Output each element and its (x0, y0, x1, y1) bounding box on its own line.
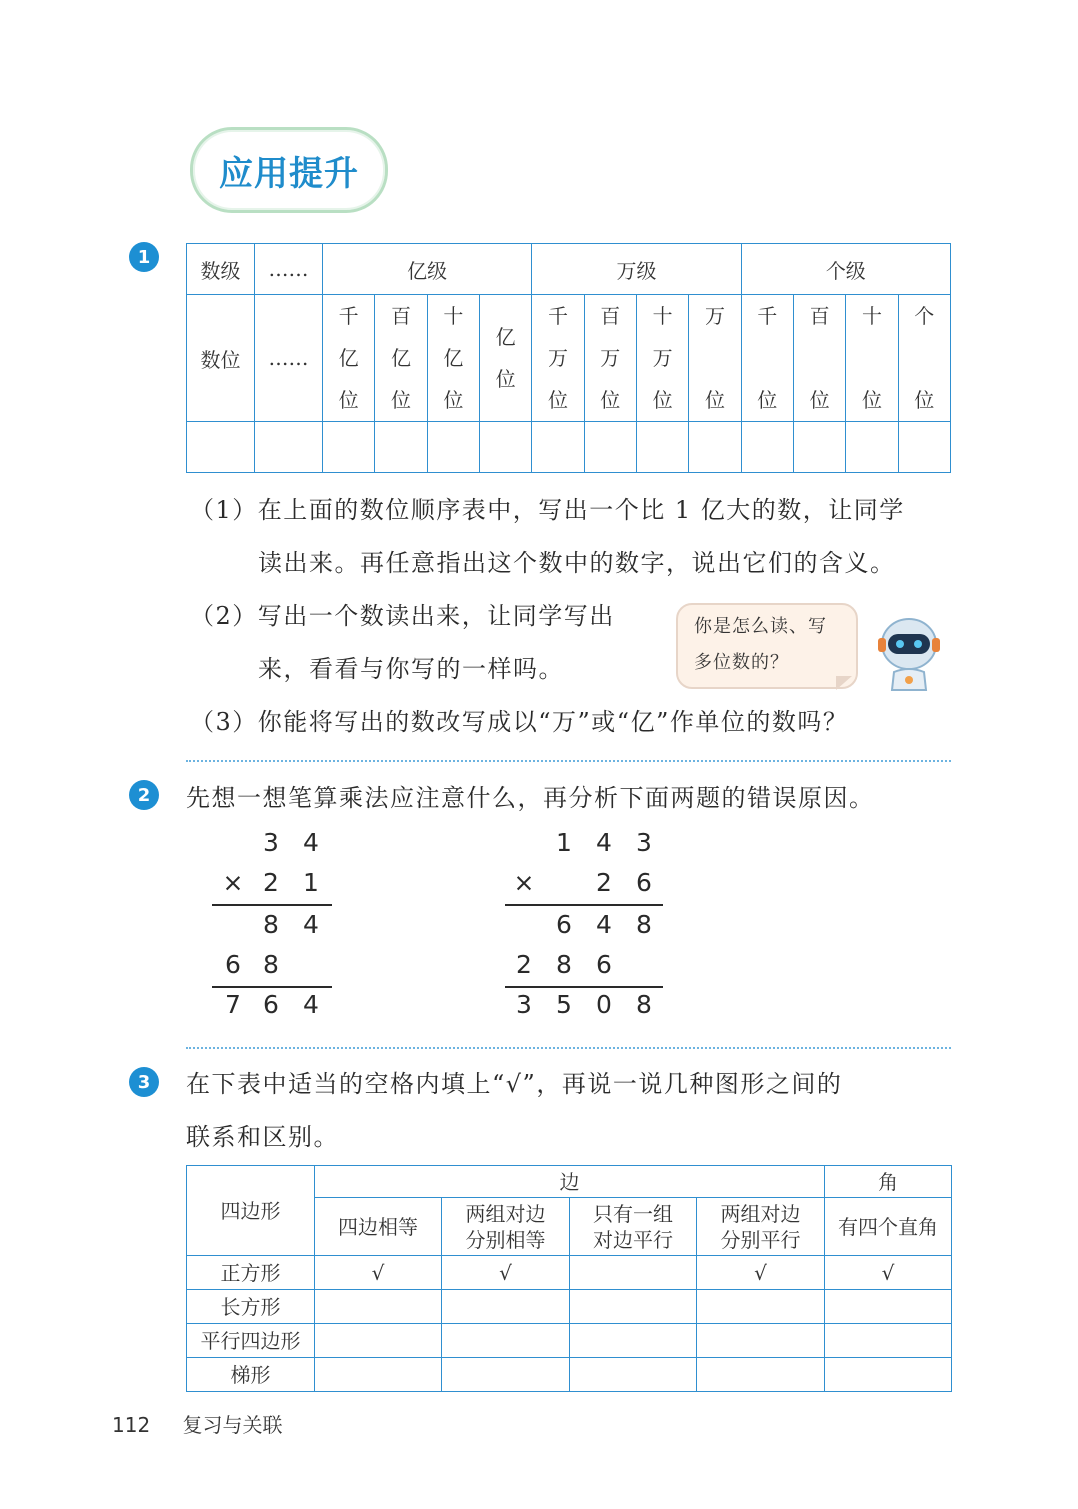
row-header: 长方形 (187, 1290, 315, 1324)
digit: 8 (636, 990, 652, 1019)
digit: 4 (303, 828, 319, 857)
robot-mascot-icon (876, 614, 942, 694)
place-value-table (186, 243, 951, 473)
place-cell: 百 万 位 (584, 295, 636, 422)
rule-line (505, 904, 663, 906)
digit: 4 (596, 910, 612, 939)
question-number-2: 2 (129, 780, 159, 810)
digit: 3 (516, 990, 532, 1019)
group-header-sides: 边 (315, 1166, 825, 1198)
check-cell[interactable] (570, 1324, 697, 1358)
check-cell[interactable]: √ (315, 1256, 442, 1290)
calculation-1 (212, 828, 332, 1028)
digit: 8 (556, 950, 572, 979)
check-cell[interactable] (442, 1324, 570, 1358)
digit: 5 (556, 990, 572, 1019)
q3-text-line1: 在下表中适当的空格内填上“√”，再说一说几种图形之间的 (186, 1070, 843, 1098)
page-number: 112 (112, 1413, 151, 1437)
q1-subquestion-2-line2: 来，看看与你写的一样吗。 (258, 655, 564, 683)
group-header-angles: 角 (825, 1166, 952, 1198)
digit: 6 (263, 990, 279, 1019)
blank-cell[interactable] (479, 422, 531, 473)
multiply-sign: × (222, 868, 244, 897)
bubble-line-2: 多位数的？ (694, 652, 789, 673)
blank-cell[interactable] (793, 422, 845, 473)
rule-line (212, 986, 332, 988)
place-cell: 千 位 (741, 295, 793, 422)
rule-line (212, 904, 332, 906)
place-cell: 亿 位 (479, 295, 531, 422)
digit: 6 (636, 868, 652, 897)
row-header: 梯形 (187, 1358, 315, 1392)
multiply-sign: × (513, 868, 535, 897)
ellipsis-cell: …… (255, 295, 323, 422)
row-header: 正方形 (187, 1256, 315, 1290)
digit: 1 (556, 828, 572, 857)
check-cell[interactable]: √ (697, 1256, 825, 1290)
shape-properties-table (186, 1165, 952, 1392)
q1-subquestion-1-line1: （1）在上面的数位顺序表中，写出一个比 1 亿大的数，让同学 (190, 496, 905, 524)
blank-cell[interactable] (689, 422, 741, 473)
check-cell[interactable] (442, 1358, 570, 1392)
group-wan: 万级 (532, 244, 741, 295)
divider (186, 1047, 951, 1049)
section-name: 复习与关联 (182, 1413, 283, 1437)
place-cell: 百 亿 位 (375, 295, 427, 422)
digit: 6 (225, 950, 241, 979)
digit: 2 (596, 868, 612, 897)
row-label-level: 数级 (187, 244, 255, 295)
row-label-place: 数位 (187, 295, 255, 422)
column-header: 两组对边 分别相等 (442, 1198, 570, 1256)
place-cell: 十 位 (846, 295, 898, 422)
column-header: 四边相等 (315, 1198, 442, 1256)
group-ge: 个级 (741, 244, 950, 295)
place-cell: 十 亿 位 (427, 295, 479, 422)
digit: 7 (225, 990, 241, 1019)
blank-cell[interactable] (636, 422, 688, 473)
q1-subquestion-1-line2: 读出来。再任意指出这个数中的数字，说出它们的含义。 (258, 549, 896, 577)
place-cell: 万 位 (689, 295, 741, 422)
digit: 8 (636, 910, 652, 939)
ellipsis-cell: …… (255, 244, 323, 295)
divider (186, 760, 951, 762)
digit: 4 (596, 828, 612, 857)
column-header: 两组对边 分别平行 (697, 1198, 825, 1256)
check-cell[interactable]: √ (442, 1256, 570, 1290)
digit: 1 (303, 868, 319, 897)
column-header: 有四个直角 (825, 1198, 952, 1256)
blank-cell[interactable] (255, 422, 323, 473)
blank-cell[interactable] (427, 422, 479, 473)
place-cell: 个 位 (898, 295, 950, 422)
group-yi: 亿级 (323, 244, 532, 295)
page-footer (112, 1409, 283, 1438)
digit: 2 (516, 950, 532, 979)
check-cell[interactable] (315, 1324, 442, 1358)
check-cell[interactable] (570, 1358, 697, 1392)
rule-line (505, 986, 663, 988)
check-cell[interactable] (697, 1290, 825, 1324)
q1-subquestion-3: （3）你能将写出的数改写成以“万”或“亿”作单位的数吗？ (190, 708, 849, 736)
q2-text: 先想一想笔算乘法应注意什么，再分析下面两题的错误原因。 (186, 784, 875, 812)
check-cell[interactable] (825, 1290, 952, 1324)
check-cell[interactable]: √ (825, 1256, 952, 1290)
place-cell: 千 亿 位 (323, 295, 375, 422)
corner-header: 四边形 (187, 1166, 315, 1256)
check-cell[interactable] (697, 1358, 825, 1392)
section-heading: 应用提升 (190, 127, 388, 213)
bubble-tail (836, 676, 852, 690)
speech-bubble (676, 603, 858, 689)
question-number-3: 3 (129, 1067, 159, 1097)
place-cell: 千 万 位 (532, 295, 584, 422)
blank-cell[interactable] (532, 422, 584, 473)
check-cell[interactable] (570, 1256, 697, 1290)
digit: 6 (596, 950, 612, 979)
check-cell[interactable] (570, 1290, 697, 1324)
digit: 4 (303, 990, 319, 1019)
q3-text-line2: 联系和区别。 (186, 1123, 339, 1151)
check-cell[interactable] (315, 1290, 442, 1324)
blank-cell[interactable] (846, 422, 898, 473)
blank-cell[interactable] (898, 422, 950, 473)
digit: 4 (303, 910, 319, 939)
blank-cell[interactable] (323, 422, 375, 473)
digit: 8 (263, 910, 279, 939)
blank-cell[interactable] (584, 422, 636, 473)
place-cell: 百 位 (793, 295, 845, 422)
row-header: 平行四边形 (187, 1324, 315, 1358)
check-cell[interactable] (825, 1358, 952, 1392)
q1-subquestion-2-line1: （2）写出一个数读出来，让同学写出 (190, 602, 615, 630)
bubble-line-1: 你是怎么读、写 (694, 616, 827, 637)
blank-cell[interactable] (375, 422, 427, 473)
digit: 6 (556, 910, 572, 939)
digit: 0 (596, 990, 612, 1019)
place-cell: 十 万 位 (636, 295, 688, 422)
blank-cell[interactable] (187, 422, 255, 473)
digit: 2 (263, 868, 279, 897)
check-cell[interactable] (315, 1358, 442, 1392)
digit: 8 (263, 950, 279, 979)
column-header: 只有一组 对边平行 (570, 1198, 697, 1256)
check-cell[interactable] (442, 1290, 570, 1324)
question-number-1: 1 (129, 242, 159, 272)
calculation-2 (505, 828, 663, 1028)
blank-cell[interactable] (741, 422, 793, 473)
digit: 3 (636, 828, 652, 857)
digit: 3 (263, 828, 279, 857)
check-cell[interactable] (825, 1324, 952, 1358)
check-cell[interactable] (697, 1324, 825, 1358)
